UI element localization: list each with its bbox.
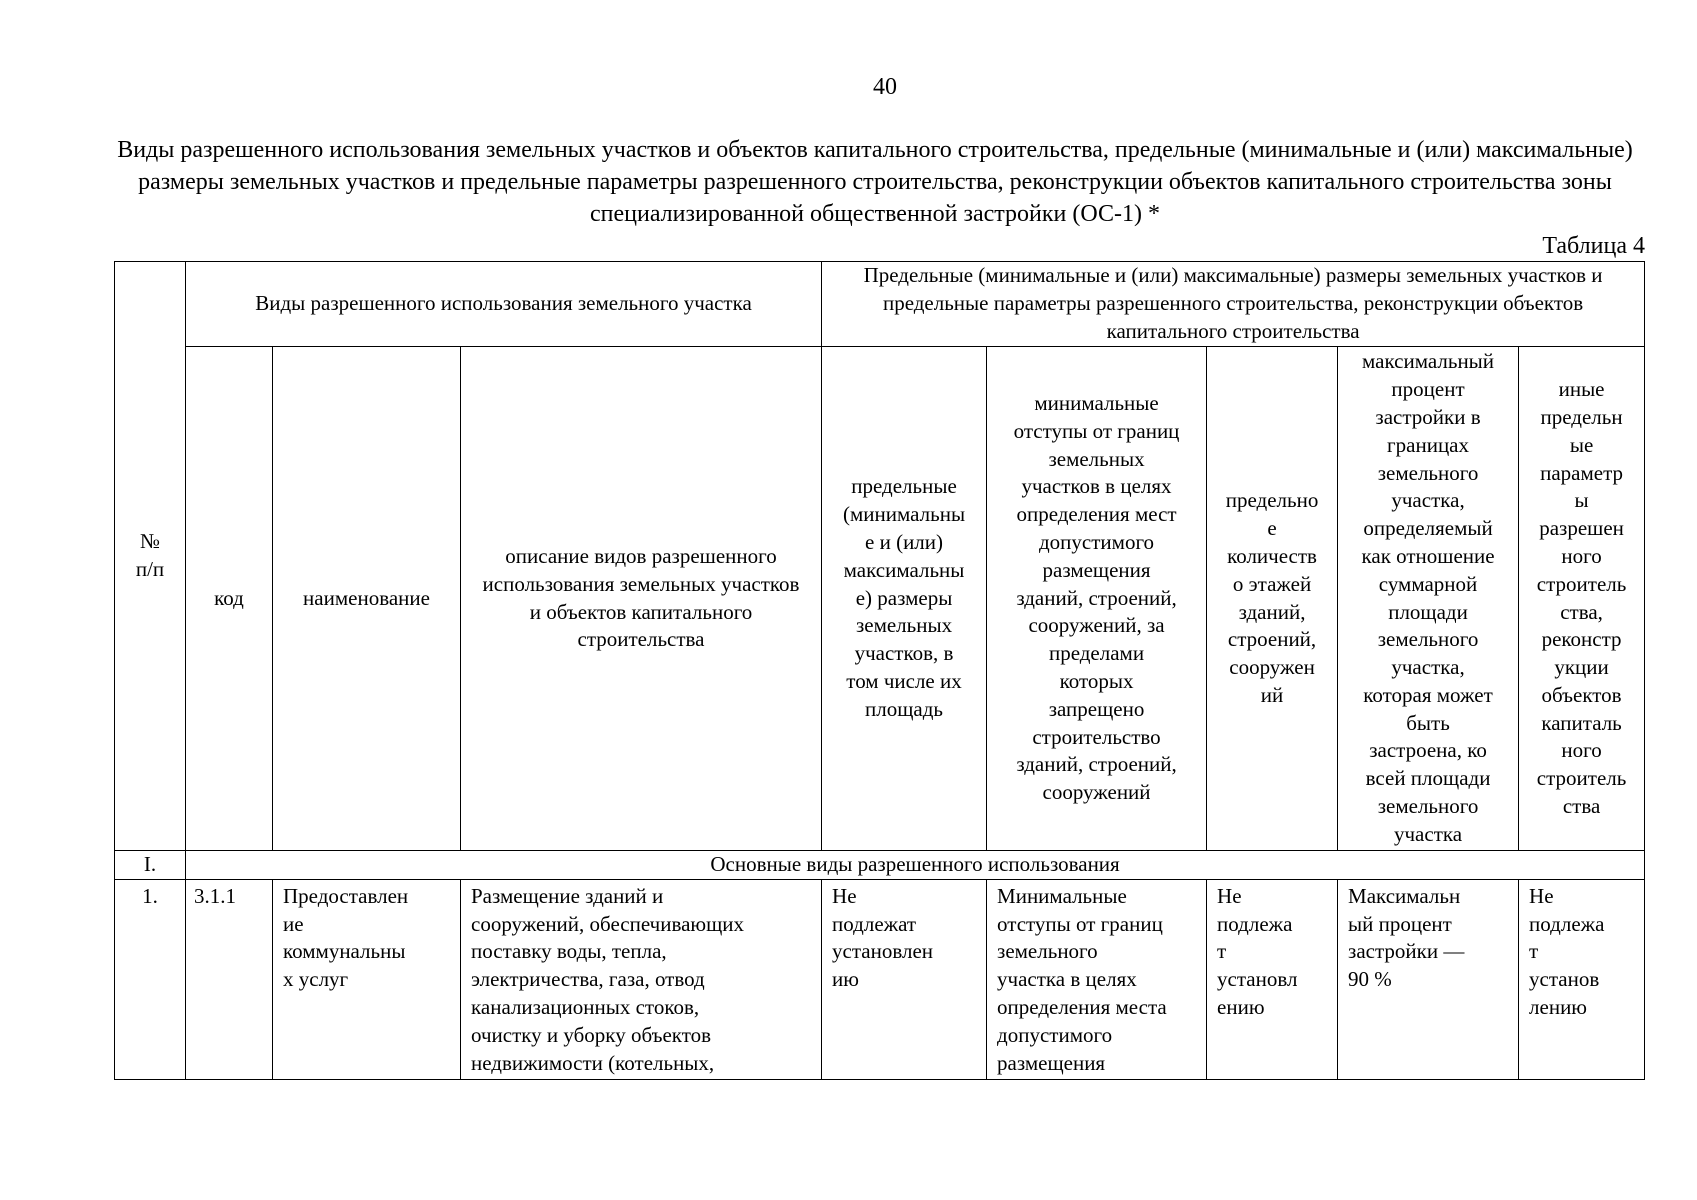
row-plot-size: Не подлежат установлен ию [822, 879, 987, 1079]
header-floors: предельно е количеств о этажей зданий, строений, сооружен ий [1207, 347, 1338, 851]
header-group-use: Виды разрешенного использования земельного участка [186, 262, 822, 347]
table-header-row-1 [115, 262, 1645, 347]
header-other: иные предельн ые параметр ы разрешен ного строитель ства, реконстр укции объектов капиталь ного строитель ства [1519, 347, 1645, 851]
header-name: наименование [273, 347, 461, 851]
section-row [115, 851, 1645, 880]
row-name: Предоставлен ие коммунальны х услуг [273, 879, 461, 1079]
row-setbacks: Минимальные отступы от границ земельного участка в целях определения места допустимого размещения [987, 879, 1207, 1079]
header-coverage: максимальный процент застройки в границах земельного участка, определяемый как отношение суммарной площади земельного участка, которая может быть застроена, ко всей площади земельного участка [1338, 347, 1519, 851]
header-num: № п/п [115, 262, 186, 851]
table-header-row-2 [115, 347, 1645, 851]
row-other: Не подлежа т установ лению [1519, 879, 1645, 1079]
row-description: Размещение зданий и сооружений, обеспечивающих поставку воды, тепла, электричества, газа, отвод канализационных стоков, очистку и уборку объектов недвижимости (котельных, [461, 879, 822, 1079]
header-code: код [186, 347, 273, 851]
row-floors: Не подлежа т установл ению [1207, 879, 1338, 1079]
document-title: Виды разрешенного использования земельных участков и объектов капитального строительства, предельные (минимальные и (или) максимальные) размеры земельных участков и предельные параметры разрешенного строительства, реконструкции объектов капитального строительства зоны специализированной общественной застройки (ОС-1) * [117, 137, 1633, 227]
row-code: 3.1.1 [186, 879, 273, 1079]
header-setbacks: минимальные отступы от границ земельных участков в целях определения мест допустимого размещения зданий, строений, сооружений, за пределами которых запрещено строительство зданий, строений, сооружений [987, 347, 1207, 851]
section-label: Основные виды разрешенного использования [186, 851, 1645, 880]
table-row [115, 879, 1645, 1079]
header-description: описание видов разрешенного использования земельных участков и объектов капитального строительства [461, 347, 822, 851]
page-number: 40 [873, 74, 897, 100]
land-use-table [114, 261, 1645, 1080]
table-label: Таблица 4 [1542, 233, 1645, 259]
row-num: 1. [115, 879, 186, 1079]
header-group-limits: Предельные (минимальные и (или) максимальные) размеры земельных участков и предельные параметры разрешенного строительства, реконструкции объектов капитального строительства [822, 262, 1645, 347]
header-plot-size: предельные (минимальны е и (или) максимальны е) размеры земельных участков, в том числе их площадь [822, 347, 987, 851]
section-number: I. [115, 851, 186, 880]
row-coverage: Максимальн ый процент застройки — 90 % [1338, 879, 1519, 1079]
